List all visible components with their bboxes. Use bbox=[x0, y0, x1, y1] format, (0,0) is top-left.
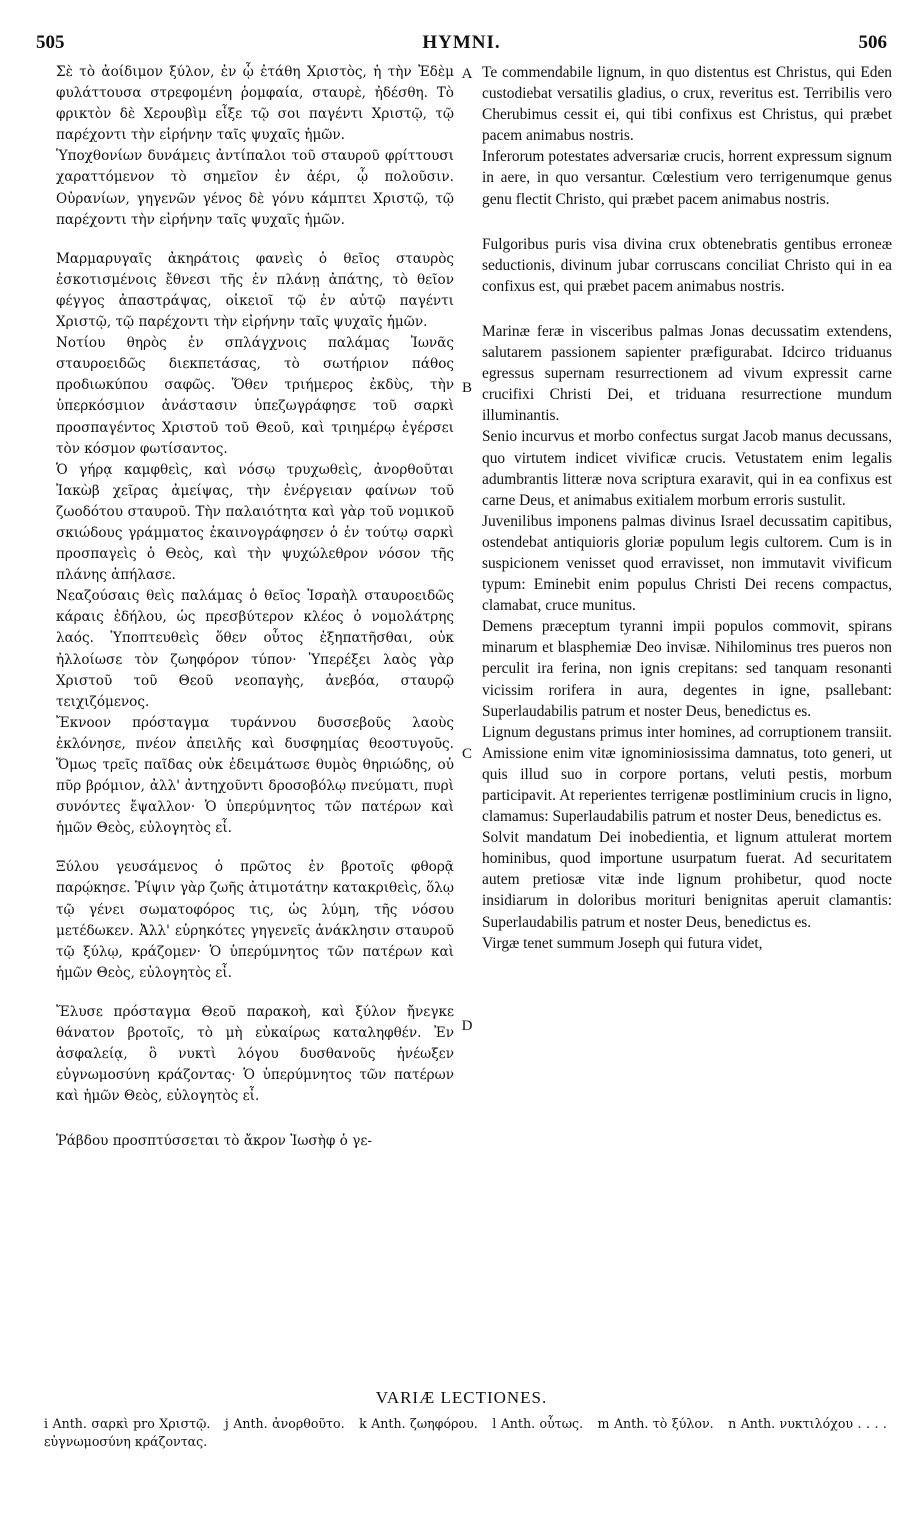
greek-paragraph: Νοτίου θηρὸς ἐν σπλάγχνοις παλάμας Ἰωνᾶς σταυροειδῶς διεκπετάσας, τὸ σωτήριον πάθος προδιωκύπου σαφῶς. Ὅθεν τριήμερος ἐκδὺς, τὴν ὑπερκόσμιον ἀνάστασιν ὑπεζωγράφησε τοῦ σαρκὶ προσπαγέντος Χριστοῦ τοῦ Θεοῦ, καὶ τριημέρῳ ἐγέρσει τὸν κόσμον φωτίσαντος. bbox=[56, 335, 454, 457]
page-header bbox=[30, 32, 893, 58]
greek-paragraph: Νεαζούσαις θεὶς παλάμας ὁ θεῖος Ἰσραὴλ σταυροειδῶς κάραις ἐδήλου, ὡς πρεσβύτερον κλέος ὁ νομολάτρης λαός. Ὑποπτευθεὶς ὅθεν οὗτος ἐξηπατῆσθαι, οὐκ ἠλλοίωσε τὸν ζωηφόρον τύπον· Ὑπερέξει λαὸς γὰρ Χριστοῦ τοῦ Θεοῦ νεοπαγὴς, ἀνεβόα, σταυρῷ τειχιζόμενος. bbox=[56, 588, 454, 710]
greek-paragraph: Ῥάβδου προσπτύσσεται τὸ ἄκρον Ἰωσὴφ ὁ γε- bbox=[56, 1133, 372, 1150]
margin-marker-d: D bbox=[461, 1018, 473, 1034]
latin-paragraph: Fulgoribus puris visa divina crux obtenebratis gentibus erroneæ seductionis, divinum jubar corruscans conciliat Christo qui in ea confixus est, qui præbet pacem animabus nostris. bbox=[482, 235, 892, 295]
variant-note: j Anth. ἀνορθοῦτο. bbox=[224, 1416, 345, 1431]
page-number-right: 506 bbox=[858, 32, 887, 53]
margin-marker-b: B bbox=[461, 380, 472, 396]
variant-note: n Anth. νυκτιλόχου . . . . εὐγνωμοσύνη κράζοντας. bbox=[44, 1416, 887, 1449]
latin-paragraph: Marinæ feræ in visceribus palmas Jonas decussatim extendens, salutarem passionem sapienter præfigurabat. Idcirco triduanus egressus supernam resurrectionem ad vivum expressit carne crucifixi Christi Dei, et triduana resurrectione mundum illuminantis. bbox=[482, 322, 892, 425]
latin-paragraph: Inferorum potestates adversariæ crucis, horrent expressum signum in aere, in quo versantur. Cœlestium vero terrigenumque genus genu flectit Christo, qui præbet pacem animabus nostris. bbox=[482, 148, 892, 208]
latin-paragraph: Te commendabile lignum, in quo distentus est Christus, qui Eden custodiebat versatilis gladius, o crux, reveritus est. Terribilis vero Cherubimus cessit ei, qui tibi confixus est Christus, qui præbet pacem animabus nostris. bbox=[482, 64, 892, 145]
latin-paragraph: Senio incurvus et morbo confectus surgat Jacob manus decussans, quo virtutem indicet vivificæ crucis. Vetustatem enim legalis adumbrantis litteræ nova scriptura exaravit, qui in ea confixus est carne Deus, et animabus exitialem morbum erroris sustulit. bbox=[482, 428, 892, 509]
latin-paragraph: Demens præceptum tyranni impii populos commovit, spirans minarum et blasphemiæ Deo invisæ. Nihilominus tres pueros non perculit ira ferina, non ignis crepitans: sed tanquam resonanti vicissim rorifera in aura, degentes in igne, psallebant: Superlaudabilis patrum et noster Deus, benedictus es. bbox=[482, 618, 892, 720]
greek-paragraph: Ἔλυσε πρόσταγμα Θεοῦ παρακοὴ, καὶ ξύλον ἤνεγκε θάνατον βροτοῖς, τὸ μὴ εὐκαίρως καταληφθέν. Ἐν ἀσφαλείᾳ, ὃ νυκτὶ λόγου δυσθανοῦς ἠνέωξεν εὐγνωμοσύνη κράζοντας· Ὁ ὑπερύμνητος τῶν πατέρων καὶ ἡμῶν Θεὸς, εὐλογητὸς εἶ. bbox=[56, 1003, 454, 1105]
variae-lectiones-title: VARIÆ LECTIONES. bbox=[375, 1388, 548, 1407]
greek-paragraph: Μαρμαρυγαῖς ἀκηράτοις φανεὶς ὁ θεῖος σταυρὸς ἐσκοτισμένοις ἔθνεσι τῆς ἐν πλάνῃ ἀπάτης, τὸ θεῖον φέγγος ἀπαστράψας, οἰκειοῖ τῷ ἐν αὐτῷ παγέντι Χριστῷ, τῷ παρέχοντι τὴν εἰρήνην ταῖς ψυχαῖς ἡμῶν. bbox=[56, 250, 454, 331]
greek-column bbox=[56, 62, 454, 1362]
greek-paragraph: Σὲ τὸ ἀοίδιμον ξύλον, ἐν ᾧ ἐτάθη Χριστὸς, ἡ τὴν Ἐδὲμ φυλάττουσα στρεφομένη ῥομφαία, σταυρὲ, ἠδέσθη. Τὸ φρικτὸν δὲ Χερουβὶμ εἶξε τῷ σοι παγέντι Χριστῷ, τῷ παρέχοντι τὴν εἰρήνην ταῖς ψυχαῖς ἡμῶν. bbox=[56, 64, 454, 144]
variant-note: i Anth. σαρκὶ pro Χριστῷ. bbox=[44, 1416, 211, 1431]
variae-lectiones-notes bbox=[44, 1415, 887, 1451]
greek-paragraph: Ἔκνοον πρόσταγμα τυράννου δυσσεβοῦς λαοὺς ἐκλόνησε, πνέον ἀπειλῆς καὶ δυσφημίας θεοστυγοῦς. Ὅμως τρεῖς παῖδας οὐκ ἐδειμάτωσε θυμὸς θηριώδης, οὐ πῦρ βρόμιον, ἀλλ' ἀντηχοῦντι δροσοβόλῳ πνεύματι, πυρὶ συνόντες ἔψαλλον· Ὁ ὑπερύμνητος τῶν πατέρων καὶ ἡμῶν Θεὸς, εὐλογητὸς εἶ. bbox=[56, 714, 454, 837]
greek-paragraph: Ὁ γήρᾳ καμφθεὶς, καὶ νόσῳ τρυχωθεὶς, ἀνορθοῦται Ἰακὼβ χεῖρας ἀμείψας, τὴν ἐνέργειαν φαίνων τοῦ ζωοδότου σταυροῦ. Τὴν παλαιότητα καὶ γὰρ τοῦ νομικοῦ σκιώδους γράμματος ἐκαινογράφησεν ὁ ἐν τούτῳ σαρκὶ προσπαγεὶς ὁ Θεὸς, καὶ τὴν ψυχώλεθρον νόσον τῆς πλάνης ἀπήλασε. bbox=[56, 461, 454, 584]
greek-paragraph: Ξύλου γευσάμενος ὁ πρῶτος ἐν βροτοῖς φθορᾷ παρῴκησε. Ῥίψιν γὰρ ζωῆς ἀτιμοτάτην κατακριθεὶς, ὅλῳ τῷ γένει σωματοφόρος τις, ὡς λύμη, τῆς νόσου μετέδωκεν. Ἀλλ' εὑρηκότες γηγενεῖς ἀνάκλησιν σταυροῦ τῷ ξύλῳ, κράζομεν· Ὁ ὑπερύμνητος τῶν πατέρων καὶ ἡμῶν Θεὸς, εὐλογητὸς εἶ. bbox=[56, 859, 454, 981]
margin-marker-a: A bbox=[461, 66, 473, 82]
variant-note: k Anth. ζωηφόρου. bbox=[359, 1416, 478, 1431]
page-number-left: 505 bbox=[36, 32, 65, 53]
running-title: HYMNI. bbox=[422, 32, 501, 53]
latin-column bbox=[482, 62, 892, 1362]
variant-note: l Anth. οὗτως. bbox=[492, 1416, 584, 1431]
variant-note: m Anth. τὸ ξύλον. bbox=[597, 1416, 714, 1431]
latin-paragraph: Juvenilibus imponens palmas divinus Israel decussatim capitibus, ostendebat antiquioris gloriæ populum legis cultorem. Cum is in suspicionem venisset quod erravisset, non immutavit vivificum typum: Eminebit enim populus Christi Dei recens compactus, clamabat, cruce munitus. bbox=[482, 512, 892, 615]
latin-paragraph: Virgæ tenet summum Joseph qui futura videt, bbox=[482, 934, 763, 952]
margin-marker-c: C bbox=[461, 746, 472, 762]
latin-paragraph: Lignum degustans primus inter homines, ad corruptionem transiit. Amissione enim vitæ ignominiosissima damnatus, toto generi, ut quis illud suo in corpore portans, veluti pestis, morbum participavit. At reperientes terrigenæ postliminium crucis in ligno, clamamus: Superlaudabilis patrum et noster Deus, benedictus es. bbox=[482, 723, 892, 826]
latin-paragraph: Solvit mandatum Dei inobedientia, et lignum attulerat mortem hominibus, quod importune usurpatum fuerat. Ad securitatem autem pretiosæ vitæ inde lignum prohibetur, quod nocte insidiarum in doloribus morituri benignitas aperuit clamantis: Superlaudabilis patrum et noster Deus, benedictus es. bbox=[482, 829, 892, 931]
greek-paragraph: Ὑποχθονίων δυνάμεις ἀντίπαλοι τοῦ σταυροῦ φρίττουσι χαραττόμενον τὸ σημεῖον ἐν ἀέρι, ᾧ πολοῦσιν. Οὐρανίων, γηγενῶν γένος δὲ γόνυ κάμπτει Χριστῷ, τῷ παρέχοντι τὴν εἰρήνην ταῖς ψυχαῖς ἡμῶν. bbox=[56, 148, 454, 228]
